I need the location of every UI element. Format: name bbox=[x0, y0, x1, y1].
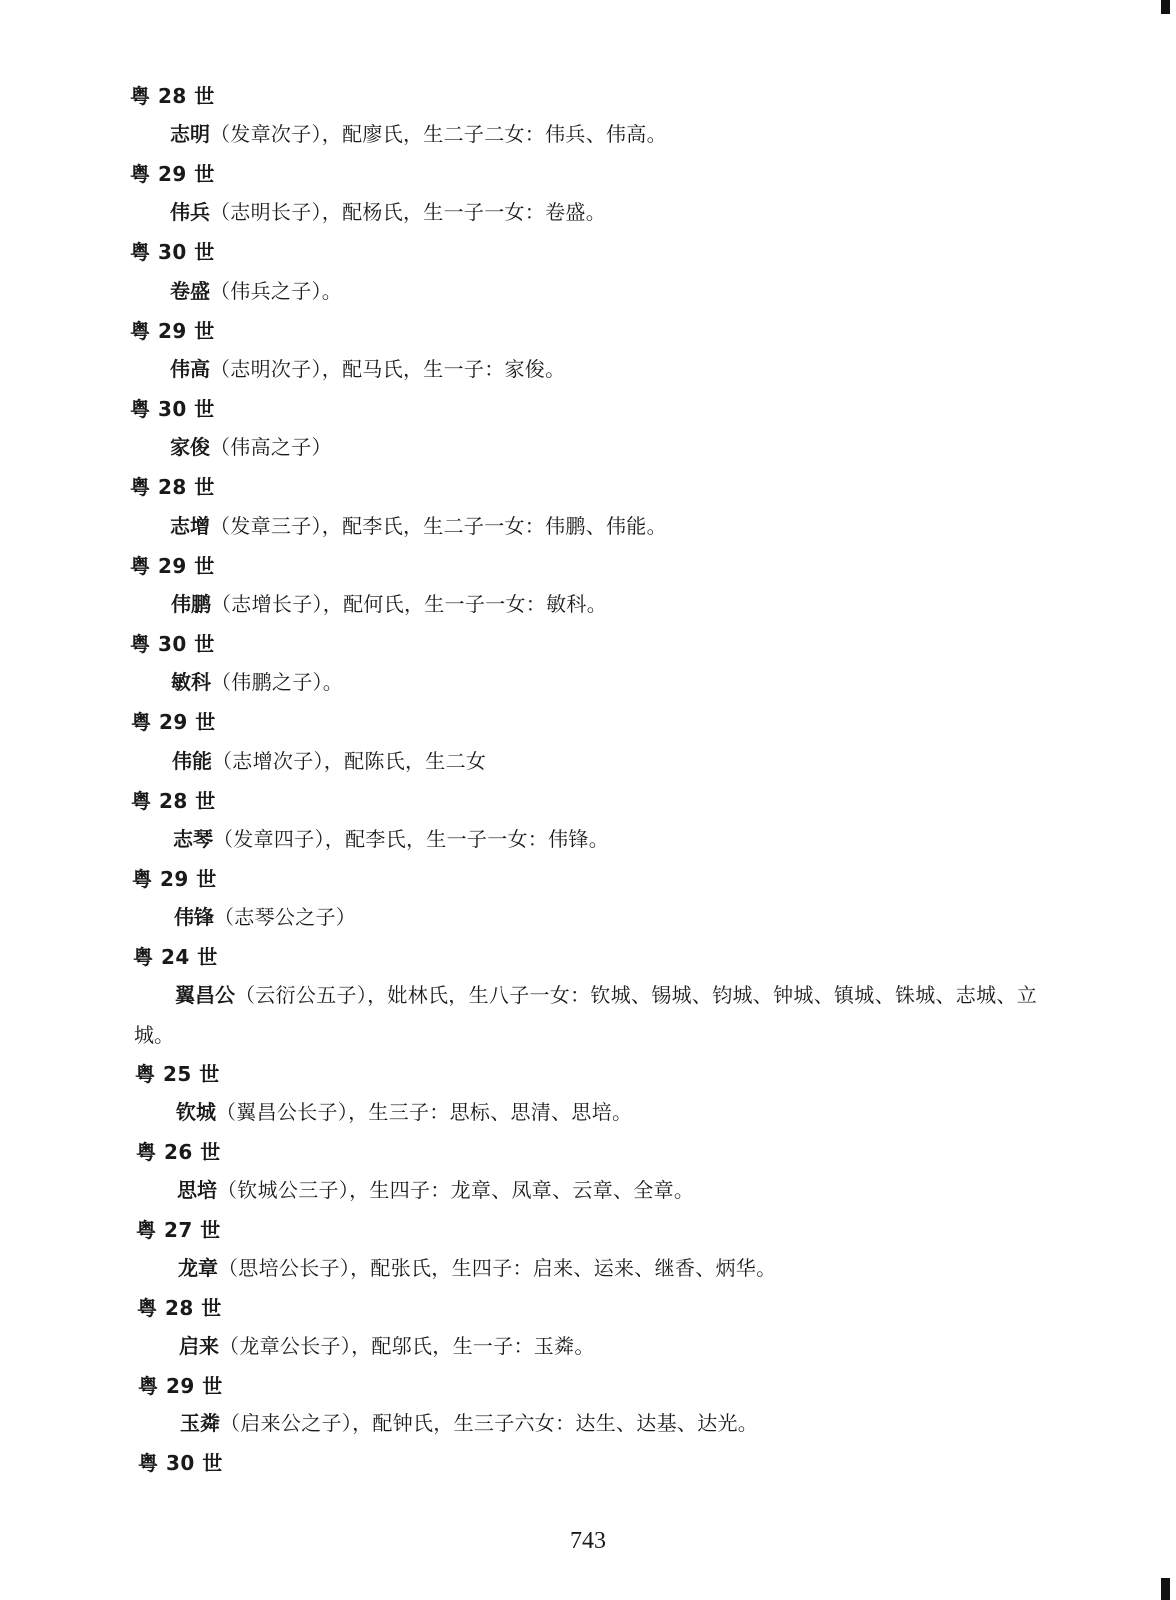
generation-heading: 粤 29 世 bbox=[130, 162, 215, 186]
genealogy-entry bbox=[180, 1411, 758, 1435]
generation-heading: 粤 29 世 bbox=[132, 867, 217, 891]
generation-heading: 粤 24 世 bbox=[133, 945, 218, 969]
person-desc: （发章四子），配李氏，生一子一女：伟锋。 bbox=[213, 827, 609, 851]
person-desc: （思培公长子），配张氏，生四子：启来、运来、继香、炳华。 bbox=[218, 1256, 777, 1280]
generation-heading: 粤 29 世 bbox=[138, 1374, 223, 1398]
generation-heading: 粤 29 世 bbox=[130, 554, 215, 578]
generation-heading: 粤 28 世 bbox=[130, 475, 215, 499]
page-number: 743 bbox=[570, 1528, 606, 1554]
person-name: 伟能 bbox=[172, 749, 212, 773]
generation-heading: 粤 30 世 bbox=[130, 397, 215, 421]
genealogy-entry bbox=[172, 749, 486, 773]
person-name: 龙章 bbox=[178, 1256, 218, 1280]
generation-heading: 粤 26 世 bbox=[136, 1140, 221, 1164]
person-desc: （云衍公五子），妣林氏，生八子一女：钦城、锡城、钧城、钟城、镇城、铢城、志城、立 bbox=[235, 983, 1037, 1007]
generation-heading: 粤 28 世 bbox=[131, 789, 216, 813]
person-desc: （志明长子），配杨氏，生一子一女：卷盛。 bbox=[210, 200, 606, 224]
continuation-text: 城。 bbox=[134, 1023, 174, 1047]
genealogy-entry bbox=[175, 983, 1037, 1007]
person-name: 志明 bbox=[170, 122, 210, 146]
person-name: 翼昌公 bbox=[175, 983, 235, 1007]
person-name: 志增 bbox=[170, 514, 210, 538]
person-name: 志琴 bbox=[173, 827, 213, 851]
generation-heading: 粤 30 世 bbox=[130, 632, 215, 656]
generation-heading: 粤 28 世 bbox=[130, 84, 215, 108]
person-name: 敏科 bbox=[171, 670, 211, 694]
generation-heading: 粤 30 世 bbox=[138, 1451, 223, 1475]
person-desc: （伟兵之子）。 bbox=[210, 279, 343, 303]
genealogy-entry bbox=[170, 122, 667, 146]
genealogy-entry bbox=[170, 357, 565, 381]
person-name: 伟高 bbox=[170, 357, 210, 381]
person-name: 思培 bbox=[177, 1178, 217, 1202]
genealogy-entry bbox=[171, 592, 607, 616]
genealogy-entry bbox=[179, 1334, 595, 1358]
person-name: 伟鹏 bbox=[171, 592, 211, 616]
person-desc: （启来公之子），配钟氏，生三子六女：达生、达基、达光。 bbox=[220, 1411, 759, 1435]
generation-heading: 粤 25 世 bbox=[135, 1062, 220, 1086]
person-desc: （志增长子），配何氏，生一子一女：敏科。 bbox=[211, 592, 607, 616]
person-name: 启来 bbox=[179, 1334, 219, 1358]
genealogy-entry bbox=[173, 827, 609, 851]
scan-edge bbox=[1154, 0, 1176, 1600]
person-desc: （发章次子），配廖氏，生二子二女：伟兵、伟高。 bbox=[210, 122, 667, 146]
genealogy-entry bbox=[176, 1100, 632, 1124]
person-desc: （志增次子），配陈氏，生二女 bbox=[212, 749, 487, 773]
person-name: 钦城 bbox=[176, 1100, 216, 1124]
person-name: 伟兵 bbox=[170, 200, 210, 224]
generation-heading: 粤 27 世 bbox=[136, 1218, 221, 1242]
person-desc: （发章三子），配李氏，生二子一女：伟鹏、伟能。 bbox=[210, 514, 667, 538]
person-desc: （翼昌公长子），生三子：思标、思清、思培。 bbox=[216, 1100, 633, 1124]
person-desc: （钦城公三子），生四子：龙章、凤章、云章、全章。 bbox=[217, 1178, 695, 1202]
genealogy-entry bbox=[170, 514, 667, 538]
generation-heading: 粤 28 世 bbox=[137, 1296, 222, 1320]
genealogy-entry bbox=[174, 905, 356, 929]
person-desc: （志明次子），配马氏，生一子：家俊。 bbox=[210, 357, 566, 381]
person-desc: （伟高之子） bbox=[210, 435, 332, 459]
genealogy-entry bbox=[170, 435, 332, 459]
genealogy-entry bbox=[170, 200, 606, 224]
genealogy-entry bbox=[178, 1256, 776, 1280]
person-name: 家俊 bbox=[170, 435, 210, 459]
genealogy-entry bbox=[170, 279, 342, 303]
generation-heading: 粤 29 世 bbox=[131, 710, 216, 734]
genealogy-entry bbox=[171, 670, 343, 694]
generation-heading: 粤 29 世 bbox=[130, 319, 215, 343]
person-desc: （志琴公之子） bbox=[214, 905, 357, 929]
person-name: 卷盛 bbox=[170, 279, 210, 303]
genealogy-entry bbox=[177, 1178, 694, 1202]
person-name: 伟锋 bbox=[174, 905, 214, 929]
person-desc: （龙章公长子），配邬氏，生一子：玉粦。 bbox=[219, 1334, 595, 1358]
generation-heading: 粤 30 世 bbox=[130, 240, 215, 264]
person-desc: （伟鹏之子）。 bbox=[211, 670, 344, 694]
person-name: 玉粦 bbox=[180, 1411, 220, 1435]
